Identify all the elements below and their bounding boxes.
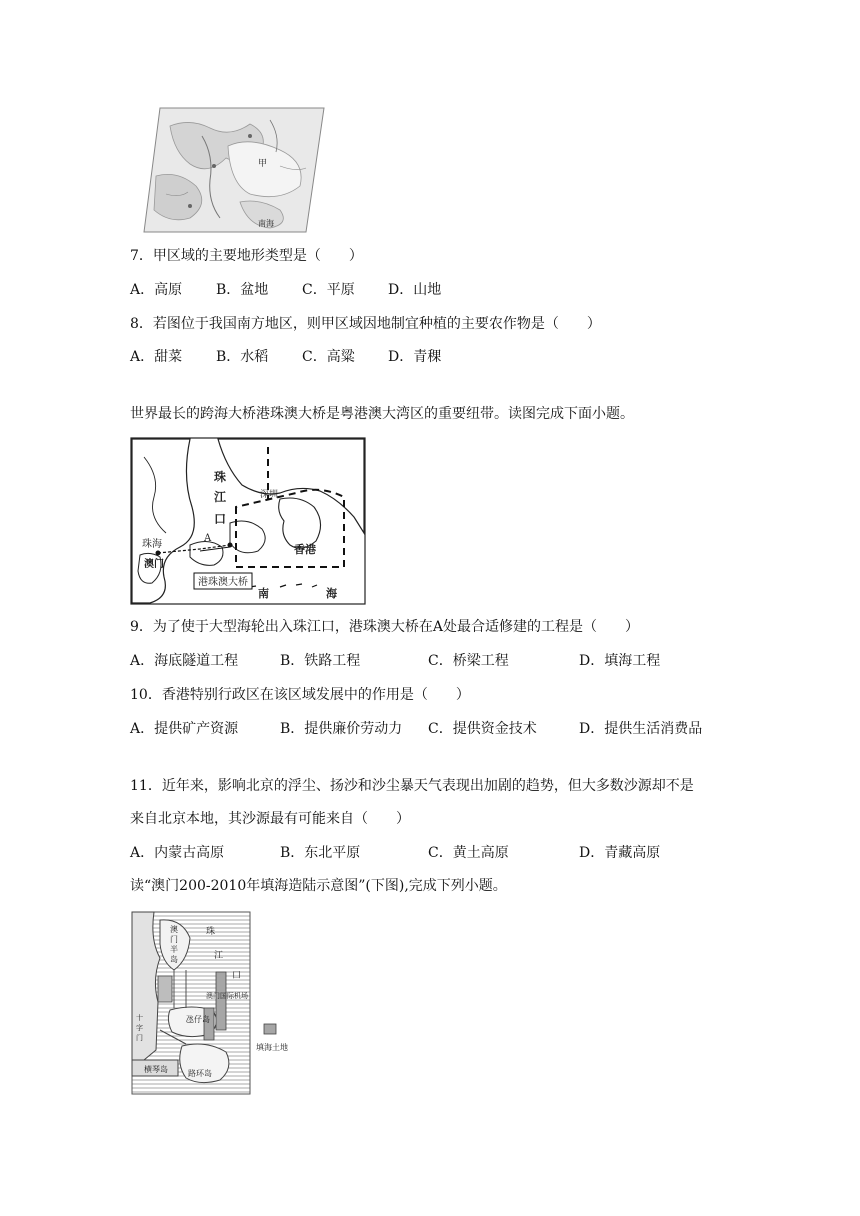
map-3-macau-reclamation	[130, 910, 300, 1096]
map1-label-jia: 甲	[258, 159, 268, 169]
map3-side-char-3: 门	[136, 1034, 143, 1042]
map3-river-char-1: 珠	[206, 927, 216, 937]
q10-option-a[interactable]: A．提供矿产资源	[130, 721, 239, 737]
q9-option-d[interactable]: D．填海工程	[579, 653, 661, 669]
map3-label-coloane: 路环岛	[188, 1069, 212, 1078]
q11-option-c[interactable]: C．黄土高原	[428, 845, 509, 861]
q11-option-a[interactable]: A．内蒙古高原	[130, 845, 225, 861]
map2-river-char-1: 珠	[214, 470, 227, 484]
q8-option-b[interactable]: B．水稻	[216, 349, 269, 365]
map2-label-sea-2: 海	[326, 587, 337, 600]
q11-option-b[interactable]: B．东北平原	[280, 845, 361, 861]
map3-label-hengqin: 横琴岛	[144, 1065, 168, 1074]
map2-label-zhuhai: 珠海	[142, 539, 162, 550]
map3-legend-label: 填海土地	[256, 1043, 288, 1052]
map3-label-peninsula-2: 门	[170, 935, 178, 944]
question-10: 10．香港特别行政区在该区域发展中的作用是（ ）	[130, 687, 470, 703]
map2-label-bridge: 港珠澳大桥	[198, 577, 248, 588]
q9-option-c[interactable]: C．桥梁工程	[428, 653, 509, 669]
map3-side-char-2: 字	[136, 1024, 143, 1032]
map1-label-nanhai: 南海	[258, 219, 274, 228]
question-7: 7．甲区域的主要地形类型是（ ）	[130, 248, 363, 264]
q8-option-c[interactable]: C．高粱	[302, 349, 355, 365]
question-11-line-1: 11．近年来，影响北京的浮尘、扬沙和沙尘暴天气表现出加剧的趋势，但大多数沙源却不是	[130, 778, 694, 794]
map3-label-peninsula-4: 岛	[170, 955, 178, 964]
map3-river-char-3: 口	[232, 971, 242, 981]
map2-label-a: A	[204, 533, 212, 544]
q7-option-b[interactable]: B．盆地	[216, 282, 269, 298]
question-8: 8．若图位于我国南方地区，则甲区域因地制宜种植的主要农作物是（ ）	[130, 316, 601, 332]
map2-label-sea-1: 南	[258, 587, 269, 600]
map2-river-char-2: 江	[214, 490, 227, 504]
q7-option-c[interactable]: C．平原	[302, 282, 355, 298]
map-2-pearl-river-delta	[130, 437, 380, 607]
question-11-line-2: 来自北京本地，其沙源最有可能来自（ ）	[130, 811, 410, 827]
q9-option-a[interactable]: A．海底隧道工程	[130, 653, 239, 669]
map3-label-taipa: 氹仔岛	[186, 1015, 210, 1024]
intro-macau-reclamation: 读“澳门200-2010年填海造陆示意图”(下图),完成下列小题。	[130, 878, 507, 894]
q7-option-d[interactable]: D．山地	[388, 282, 442, 298]
map2-label-shenzhen: 深圳	[260, 490, 279, 500]
question-9: 9．为了使于大型海轮出入珠江口，港珠澳大桥在A处最合适修建的工程是（ ）	[130, 619, 640, 635]
q8-option-d[interactable]: D．青稞	[388, 349, 442, 365]
q8-option-a[interactable]: A．甜菜	[130, 349, 183, 365]
q9-option-b[interactable]: B．铁路工程	[280, 653, 361, 669]
intro-hzmb: 世界最长的跨海大桥港珠澳大桥是粤港澳大湾区的重要纽带。读图完成下面小题。	[130, 406, 634, 422]
q10-option-d[interactable]: D．提供生活消费品	[579, 721, 703, 737]
map3-side-char-1: 十	[136, 1014, 143, 1022]
map2-label-hongkong: 香港	[294, 543, 316, 556]
q10-option-c[interactable]: C．提供资金技术	[428, 721, 537, 737]
map3-label-peninsula-1: 澳	[170, 925, 178, 934]
map2-label-macau: 澳门	[144, 559, 164, 570]
map2-river-char-3: 口	[214, 512, 227, 526]
map3-label-airport: 澳门国际机场	[206, 992, 248, 1000]
map-1-terrain	[130, 106, 326, 236]
map3-river-char-2: 江	[214, 951, 224, 961]
q10-option-b[interactable]: B．提供廉价劳动力	[280, 721, 403, 737]
map3-label-peninsula-3: 半	[170, 945, 178, 954]
q7-option-a[interactable]: A．高原	[130, 282, 183, 298]
q11-option-d[interactable]: D．青藏高原	[579, 845, 661, 861]
